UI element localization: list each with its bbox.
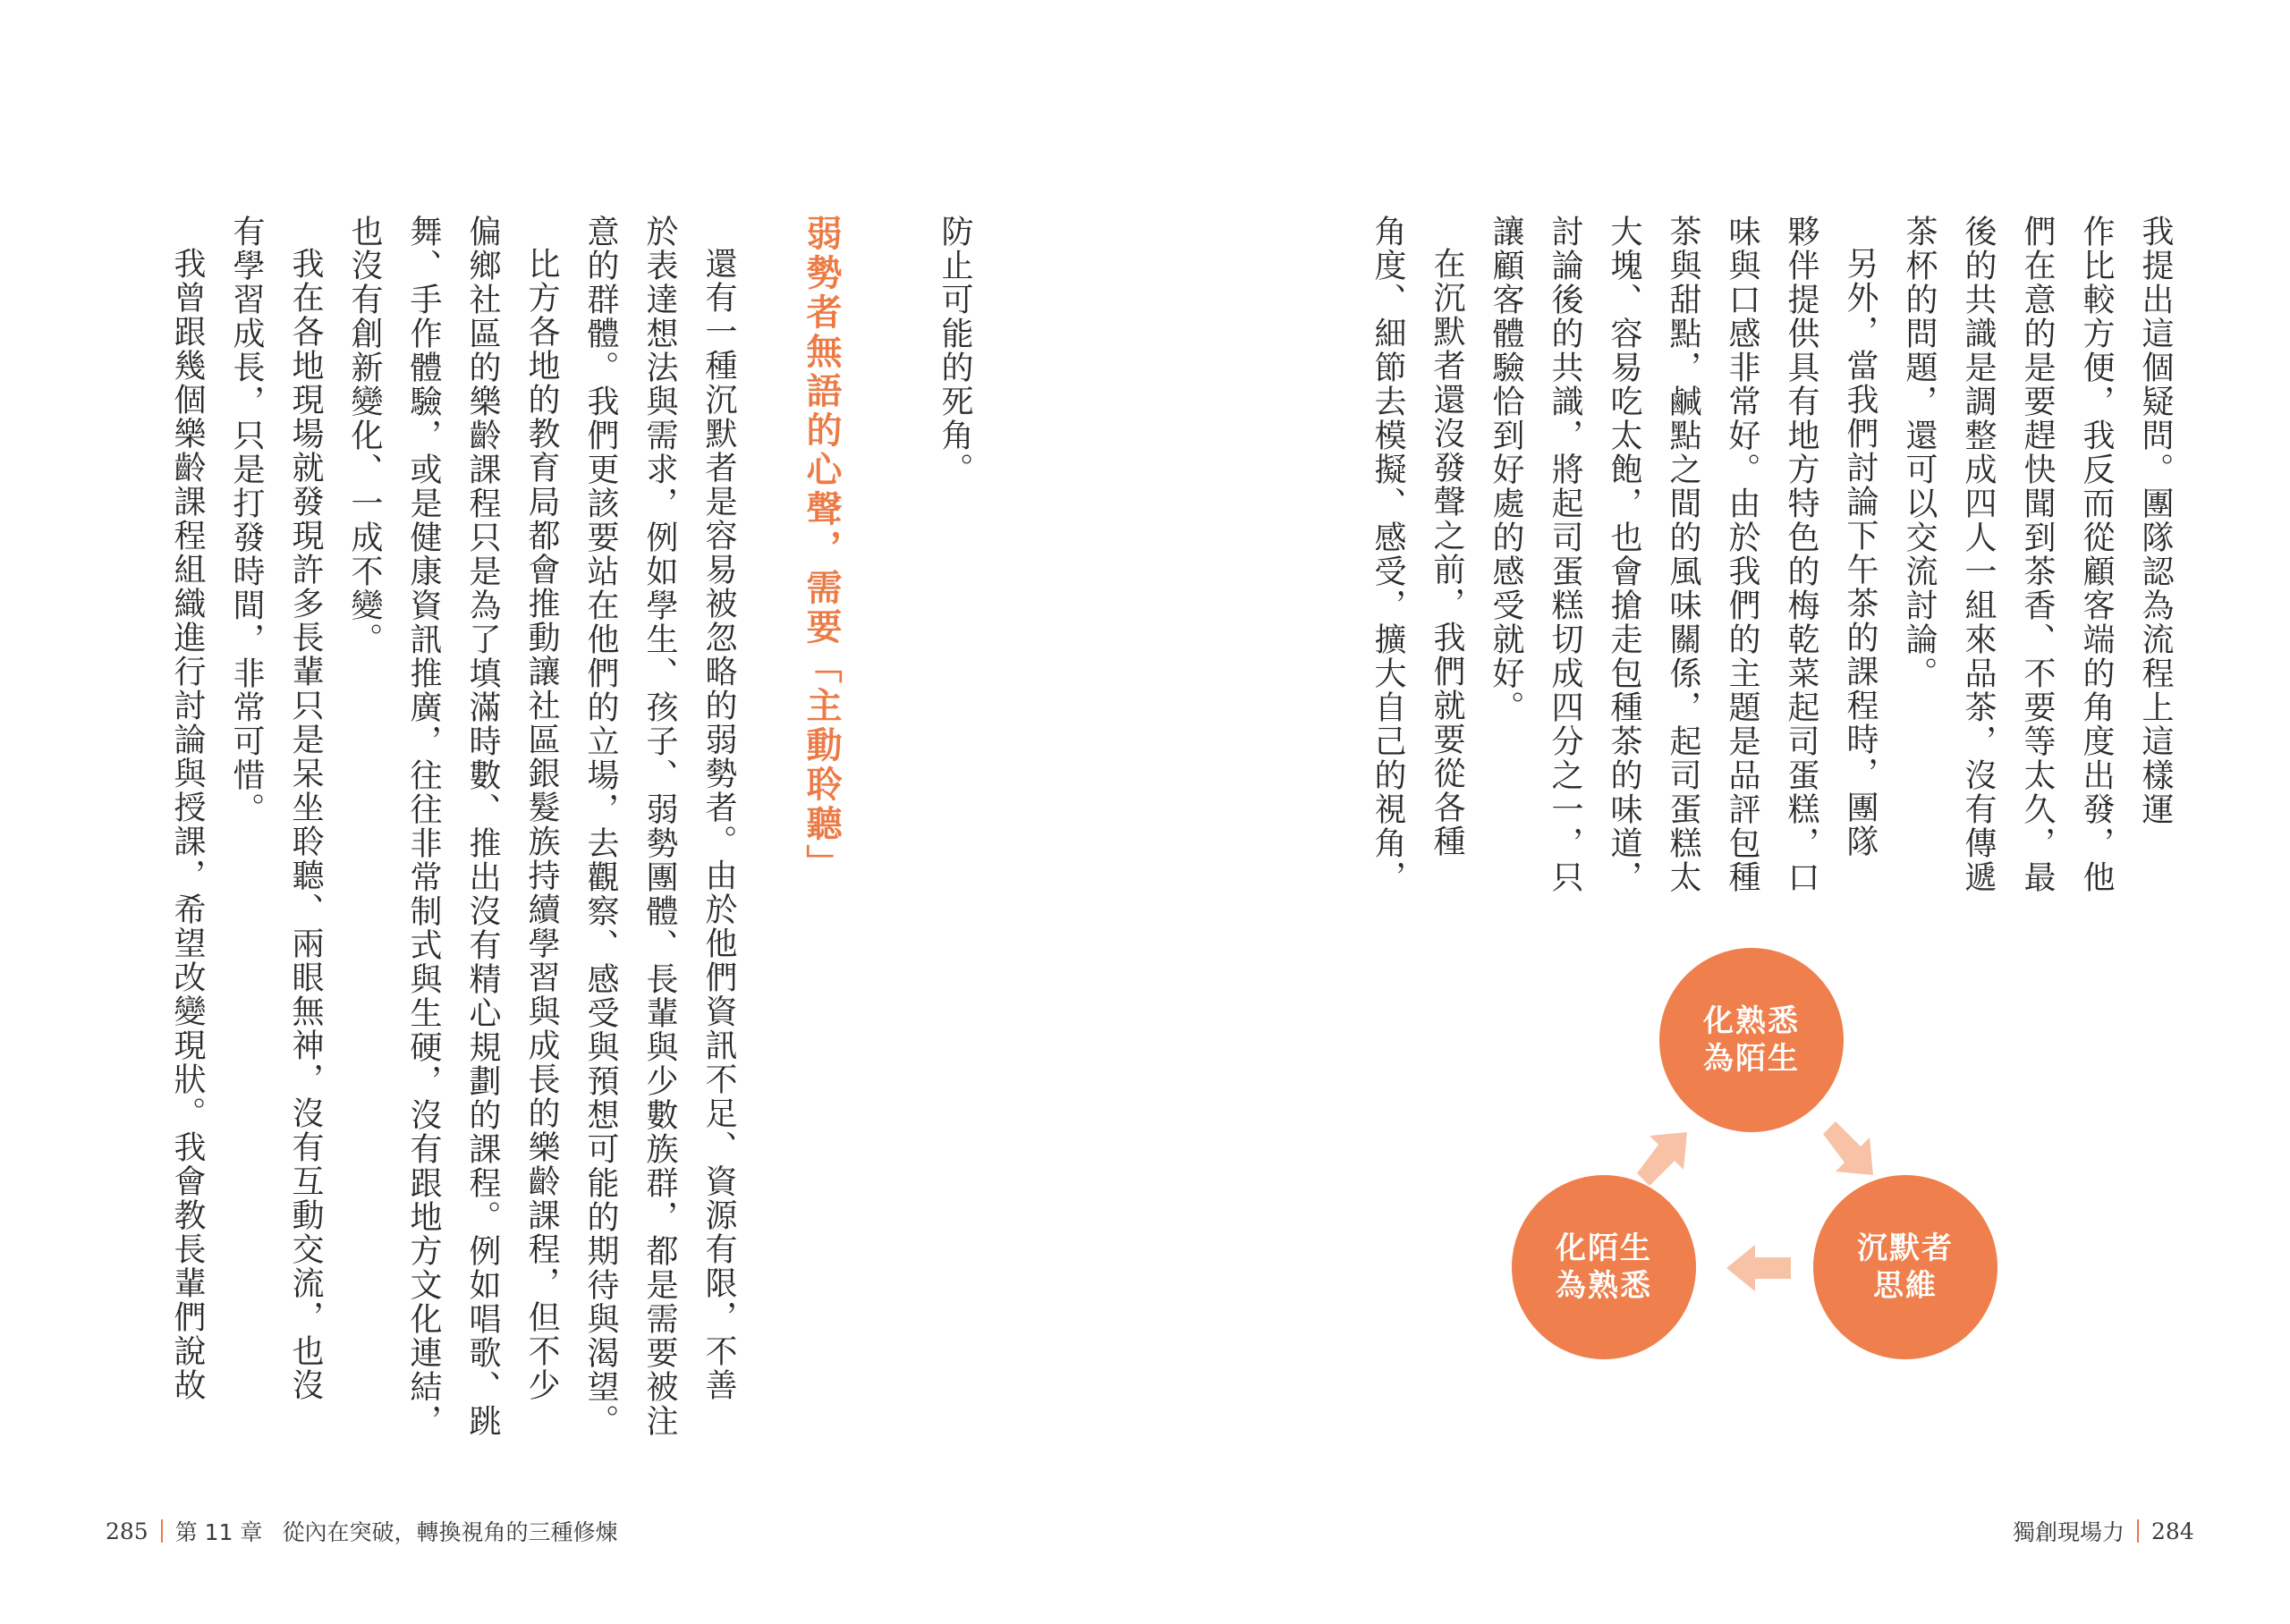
text-column: 角度、細節去模擬、感受，擴大自己的視角， <box>1370 215 1406 894</box>
text-column: 另外，當我們討論下午茶的課程時，團隊 <box>1842 247 1879 859</box>
text-column: 也沒有創新變化、一成不變。 <box>346 215 383 656</box>
page-number: 285 <box>106 1518 148 1544</box>
footer-divider <box>2137 1519 2139 1543</box>
node-line: 為陌生 <box>1703 1041 1800 1077</box>
text-column: 味與口感非常好。由於我們的主題是品評包種 <box>1724 215 1760 894</box>
right-page-footer <box>2013 1515 2194 1547</box>
text-column: 作比較方便，我反而從顧客端的角度出發，他 <box>2078 215 2115 894</box>
left-page-footer <box>106 1515 617 1547</box>
node-line: 思維 <box>1873 1268 1938 1304</box>
text-column: 我提出這個疑問。團隊認為流程上這樣運 <box>2137 215 2174 826</box>
text-column: 茶杯的問題，還可以交流討論。 <box>1901 215 1938 690</box>
node-line: 化陌生 <box>1556 1231 1652 1266</box>
arrow-left-to-top-icon <box>1633 1118 1705 1189</box>
text-column: 茶與甜點，鹹點之間的風味關係，起司蛋糕太 <box>1665 215 1701 894</box>
text-column: 意的群體。我們更該要站在他們的立場，去觀察、感受與預想可能的期待與渴望。 <box>582 215 619 1438</box>
text-column: 比方各地的教育局都會推動讓社區銀髮族持續學習與成長的樂齡課程，但不少 <box>523 247 560 1402</box>
text-column: 讓顧客體驗恰到好處的感受就好。 <box>1488 215 1524 724</box>
node-line: 為熟悉 <box>1556 1268 1652 1304</box>
text-column: 於表達想法與需求，例如學生、孩子、弱勢團體、長輩與少數族群，都是需要被注 <box>641 215 678 1438</box>
text-column: 在沉默者還沒發聲之前，我們就要從各種 <box>1429 247 1465 859</box>
text-column: 們在意的是要趕快聞到茶香、不要等太久，最 <box>2019 215 2056 894</box>
chapter-label: 第 11 章 <box>174 1519 263 1545</box>
text-column: 大塊、容易吃太飽，也會搶走包種茶的味道， <box>1606 215 1642 894</box>
chapter-title: 從內在突破，轉換視角的三種修煉 <box>282 1519 618 1545</box>
text-column: 還有一種沉默者是容易被忽略的弱勢者。由於他們資訊不足、資源有限，不善 <box>700 247 737 1402</box>
node-line: 化熟悉 <box>1703 1003 1800 1039</box>
text-column: 有學習成長，只是打發時間，非常可惜。 <box>228 215 265 826</box>
diagram-node-right <box>1813 1175 1997 1359</box>
diagram-node-top <box>1659 948 1844 1132</box>
text-column: 我在各地現場就發現許多長輩只是呆坐聆聽、兩眼無神，沒有互動交流，也沒 <box>287 247 324 1402</box>
text-column: 舞、手作體驗，或是健康資訊推廣，往往非常制式與生硬，沒有跟地方文化連結， <box>405 215 442 1438</box>
text-column: 防止可能的死角。 <box>937 215 973 486</box>
footer-divider <box>161 1519 163 1543</box>
text-column: 討論後的共識，將起司蛋糕切成四分之一，只 <box>1547 215 1583 894</box>
text-column: 夥伴提供具有地方特色的梅乾菜起司蛋糕，口 <box>1783 215 1819 894</box>
text-column: 後的共識是調整成四人一組來品茶，沒有傳遞 <box>1960 215 1997 894</box>
page-number: 284 <box>2151 1518 2194 1544</box>
arrow-right-to-left-icon <box>1723 1241 1794 1295</box>
section-heading: 弱勢者無語的心聲，需要「主動聆聽」 <box>801 215 842 884</box>
node-line: 沉默者 <box>1857 1231 1954 1266</box>
book-title: 獨創現場力 <box>2013 1519 2125 1545</box>
text-column: 偏鄉社區的樂齡課程只是為了填滿時數、推出沒有精心規劃的課程。例如唱歌、跳 <box>464 215 501 1438</box>
text-column: 我曾跟幾個樂齡課程組織進行討論與授課，希望改變現狀。我會教長輩們說故 <box>169 247 206 1402</box>
arrow-top-to-right-icon <box>1816 1118 1887 1189</box>
diagram-node-left <box>1512 1175 1696 1359</box>
